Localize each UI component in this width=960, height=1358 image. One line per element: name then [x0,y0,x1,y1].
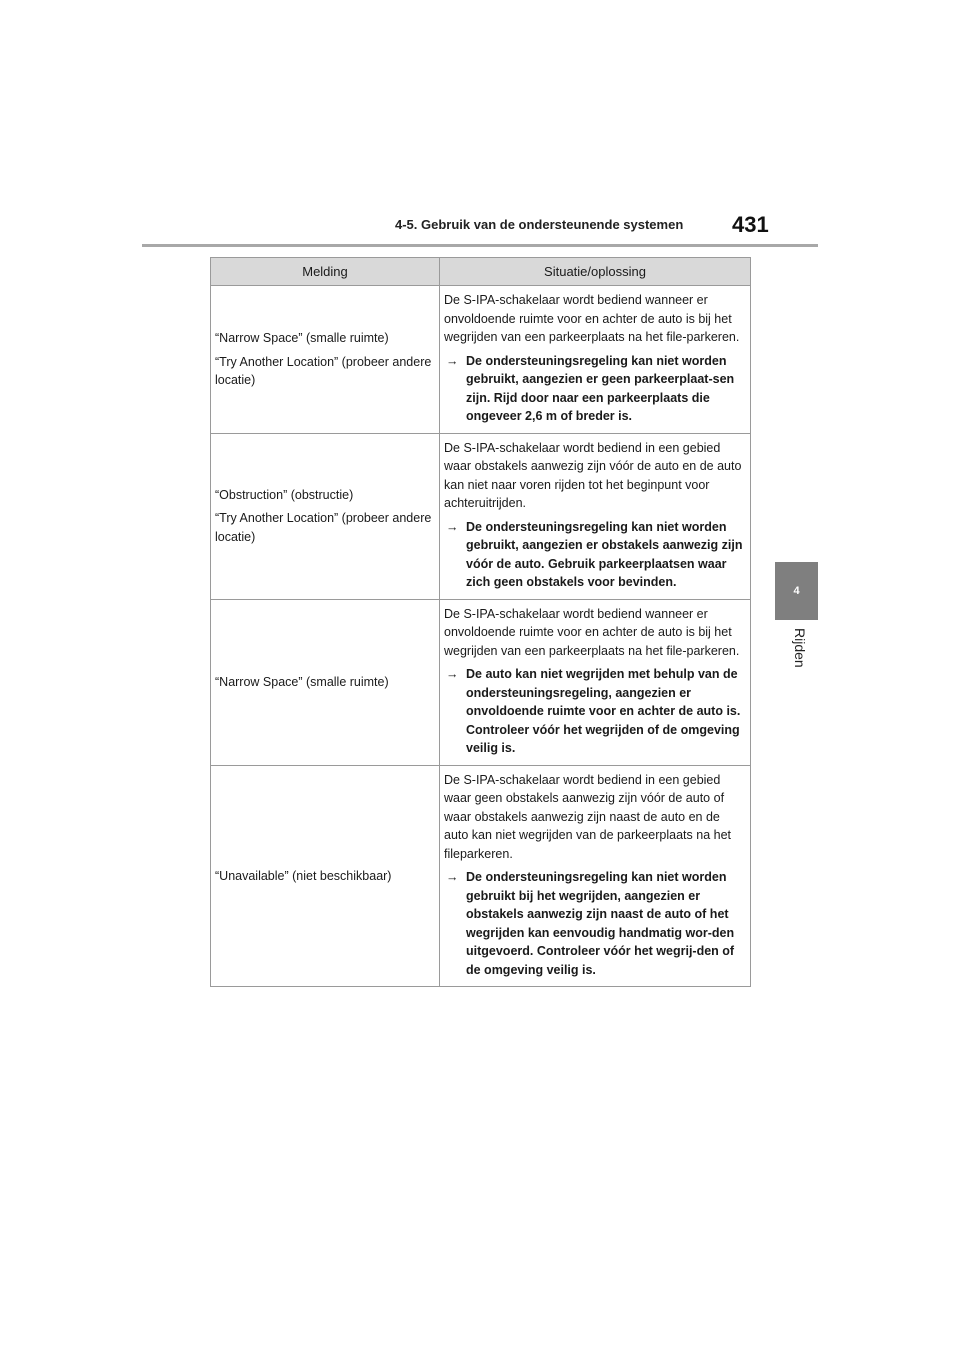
table-row [211,599,751,765]
chapter-label: Rijden [792,628,808,668]
arrow-icon: → [446,519,459,534]
melding-text: “Narrow Space” (smalle ruimte) [215,674,389,689]
oplossing-text: De ondersteuningsregeling kan niet worden gebruikt bij het wegrijden, aangezien er obstakels aanwezig zijn naast de auto of het wegrijden kan eenvoudig handmatig wor-den uitgevoerd. Controleer vóór het wegrij-den of de omgeving veilig is. [466,870,735,977]
message-table [210,257,751,987]
situatie-cell [440,286,751,434]
oplossing-text: De ondersteuningsregeling kan niet worden gebruikt, aangezien er obstakels aanwezig zijn vóór de auto. Gebruik parkeerplaatsen waar zich geen obstakels voor bevinden. [466,519,743,589]
melding-text: “Try Another Location” (probeer andere locatie) [215,511,432,544]
situatie-cell [440,599,751,765]
melding-text: “Obstruction” (obstructie) [215,487,354,502]
melding-text: “Narrow Space” (smalle ruimte) [215,331,389,345]
arrow-icon: → [446,667,459,681]
arrow-icon: → [446,353,459,368]
situatie-cell [440,765,751,987]
column-header-melding: Melding [211,258,440,286]
oplossing [444,352,746,426]
situatie-text: De S-IPA-schakelaar wordt bediend wanneer er onvoldoende ruimte voor en achter de auto is bij het wegrijden van een parkeerplaats na het file-parkeren. [444,293,740,344]
section-title: 4-5. Gebruik van de ondersteunende systemen [395,217,684,232]
oplossing [444,868,746,979]
melding-cell [211,286,440,434]
melding-text: “Unavailable” (niet beschikbaar) [215,868,392,883]
situatie-text: De S-IPA-schakelaar wordt bediend wanneer er onvoldoende ruimte voor en achter de auto is bij het wegrijden van een parkeerplaats na het file-parkeren. [444,606,740,658]
header-divider [142,244,818,247]
column-header-situatie: Situatie/oplossing [440,258,751,286]
arrow-icon: → [446,870,459,884]
melding-cell [211,599,440,765]
oplossing-text: De ondersteuningsregeling kan niet worden gebruikt, aangezien er geen parkeerplaat-sen zijn. Rijd door naar een parkeerplaats die ongeveer 2,6 m of breder is. [466,353,735,423]
oplossing [444,518,746,592]
table-header-row [211,258,751,286]
table-row [211,286,751,434]
table-row [211,765,751,987]
oplossing [444,665,746,758]
situatie-text: De S-IPA-schakelaar wordt bediend in een gebied waar geen obstakels aanwezig zijn vóór de auto of waar obstakels aanwezig zijn naast de auto en de auto kan niet wegrijden van de parkeerplaats na het fileparkeren. [444,772,731,861]
situatie-cell [440,433,751,599]
table-row [211,433,751,599]
melding-cell [211,433,440,599]
chapter-tab: 4 [775,562,818,620]
melding-cell [211,765,440,987]
melding-text: “Try Another Location” (probeer andere locatie) [215,354,432,387]
page-number: 431 [732,212,769,237]
situatie-text: De S-IPA-schakelaar wordt bediend in een gebied waar obstakels aanwezig zijn vóór de auto en de auto kan niet naar voren rijden tot het beginpunt voor achteruitrijden. [444,440,742,510]
oplossing-text: De auto kan niet wegrijden met behulp van de ondersteuningsregeling, aangezien er onvoldoende ruimte voor en achter de auto is. Controleer vóór het wegrijden of de omgeving veilig is. [466,667,741,755]
